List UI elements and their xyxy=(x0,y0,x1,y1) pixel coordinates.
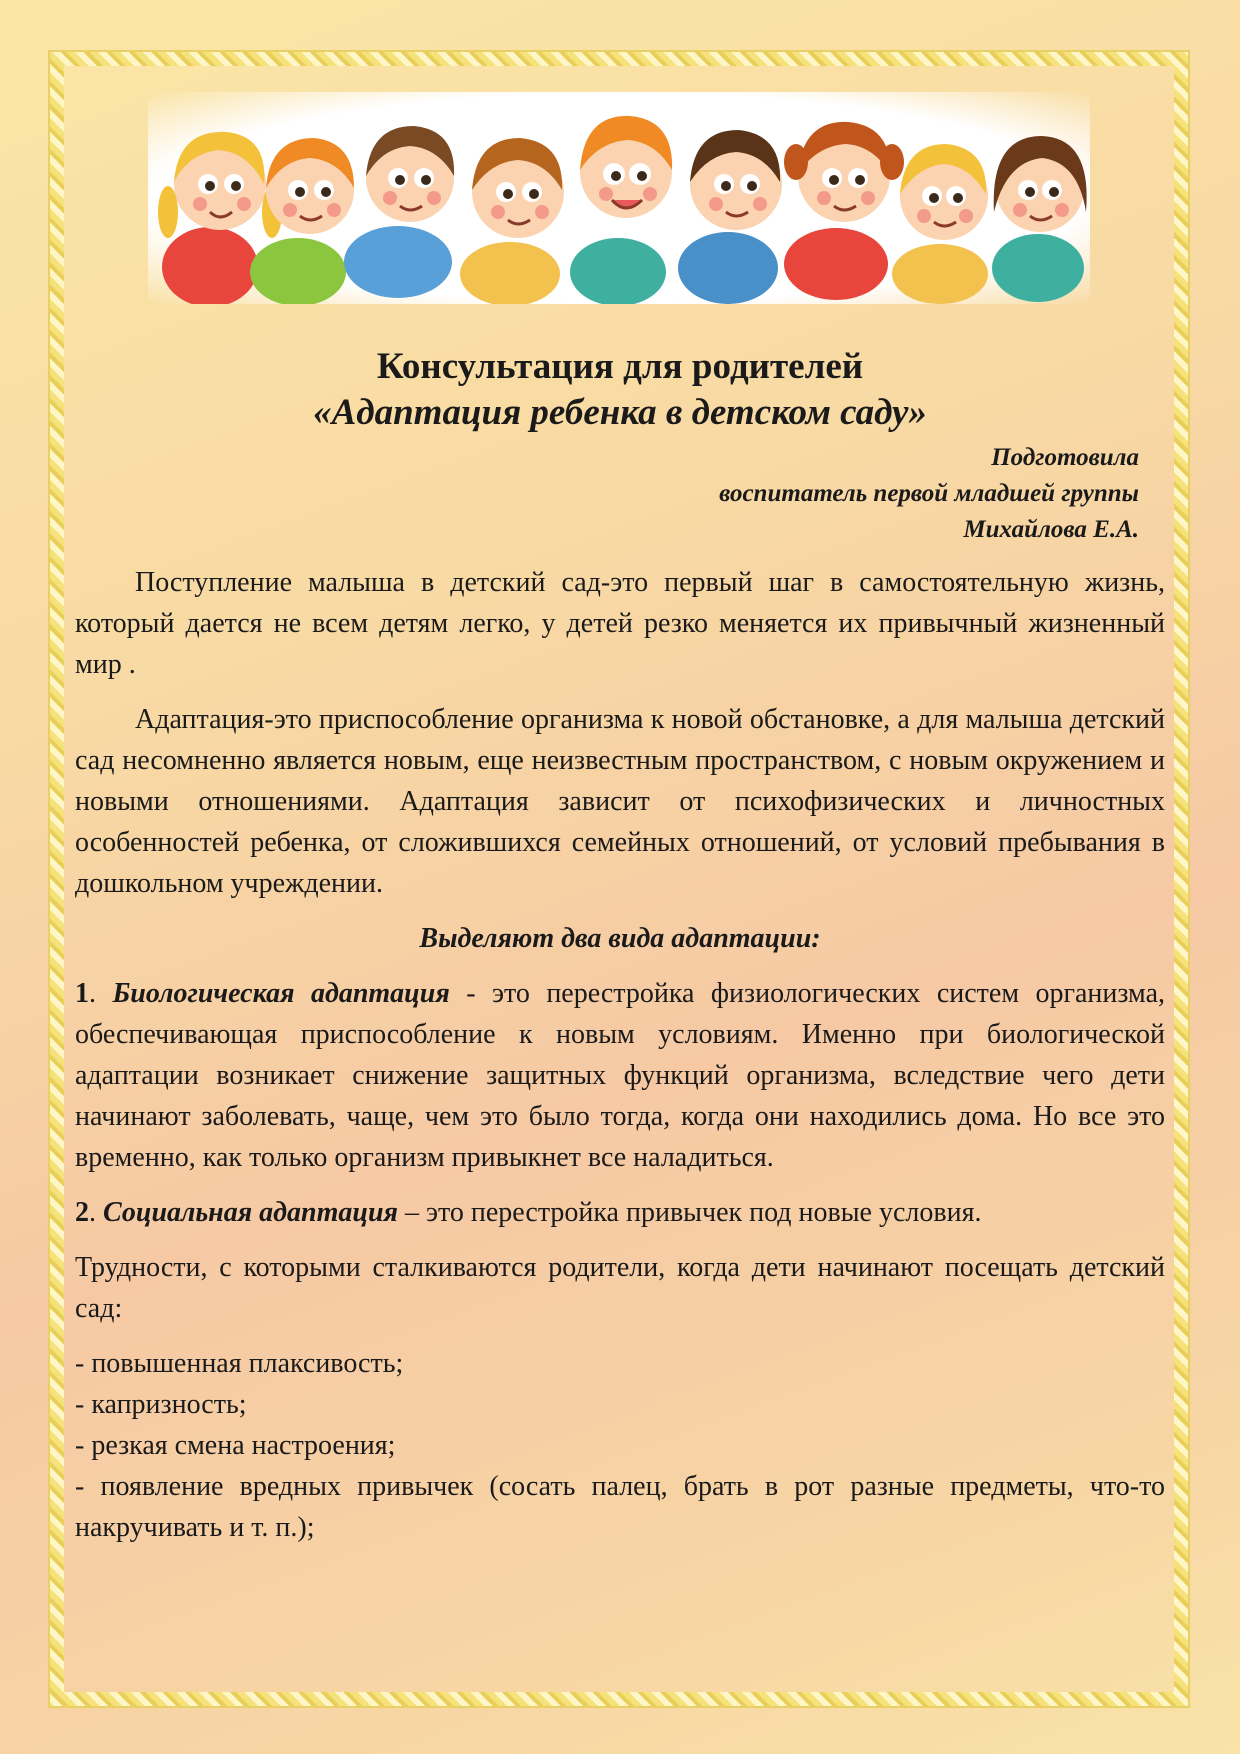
item-text: – это перестройка привычек под новые условия. xyxy=(397,1197,982,1228)
children-illustration-icon xyxy=(148,92,1090,304)
document-body xyxy=(75,344,1165,1548)
author-line-2: воспитатель первой младшей группы xyxy=(719,480,1139,507)
children-illustration xyxy=(148,92,1090,304)
item-number: 1 xyxy=(75,978,89,1009)
child-5 xyxy=(570,116,672,304)
list-item-social: 2. Социальная адаптация – это перестройка привычек под новые условия. xyxy=(75,1197,982,1228)
child-4 xyxy=(460,138,564,304)
section-heading: Выделяют два вида адаптации: xyxy=(419,923,821,954)
difficulties-list xyxy=(75,1343,1165,1548)
item-term: Социальная адаптация xyxy=(103,1197,398,1228)
item-number: 2 xyxy=(75,1197,89,1228)
list-item-biological: 1. Биологическая адаптация - это перестройка физиологических систем организма, обеспечивающая приспособление к новым условиям. Именно при биологической адаптации возникает снижение защитных функций организма, вследствие чего дети начинают заболевать, чаще, чем это было тогда, когда они находились дома. Но все это временно, как только организм привыкнет все наладиться. xyxy=(75,978,1165,1173)
item-term: Биологическая адаптация xyxy=(112,978,450,1009)
child-9 xyxy=(992,136,1087,302)
list-item: - повышенная плаксивость; xyxy=(75,1348,404,1379)
difficulties-intro: Трудности, с которыми сталкиваются родители, когда дети начинают посещать детский сад: xyxy=(75,1252,1165,1324)
paragraph-intro: Поступление малыша в детский сад-это первый шаг в самостоятельную жизнь, который дается не всем детям легко, у детей резко меняется их привычный жизненный мир . xyxy=(75,567,1165,680)
item-text: - это перестройка физиологических систем организма, обеспечивающая приспособление к новым условиям. Именно при биологической адаптации возникает снижение защитных функций организма, вследствие чего дети начинают заболевать, чаще, чем это было тогда, когда они находились дома. Но все это временно, как только организм привыкнет все наладиться. xyxy=(75,978,1165,1173)
paragraph-adaptation: Адаптация-это приспособление организма к новой обстановке, а для малыша детский сад несомненно является новым, еще неизвестным пространством, с новым окружением и новыми отношениями. Адаптация зависит от психофизических и личностных особенностей ребенка, от сложившихся семейных отношений, от условий пребывания в дошкольном учреждении. xyxy=(75,704,1165,899)
page-subtitle: «Адаптация ребенка в детском саду» xyxy=(313,392,927,433)
child-3 xyxy=(344,126,454,298)
author-block xyxy=(75,440,1165,548)
child-6 xyxy=(678,130,782,304)
author-line-1: Подготовила xyxy=(991,444,1139,471)
author-line-3: Михайлова Е.А. xyxy=(963,516,1139,543)
child-7 xyxy=(784,122,904,300)
list-item: - капризность; xyxy=(75,1389,247,1420)
child-8 xyxy=(892,144,988,304)
page-title: Консультация для родителей xyxy=(376,346,864,387)
list-item: - резкая смена настроения; xyxy=(75,1430,396,1461)
list-item: - появление вредных привычек (сосать палец, брать в рот разные предметы, что-то накручивать и т. п.); xyxy=(75,1471,1165,1543)
